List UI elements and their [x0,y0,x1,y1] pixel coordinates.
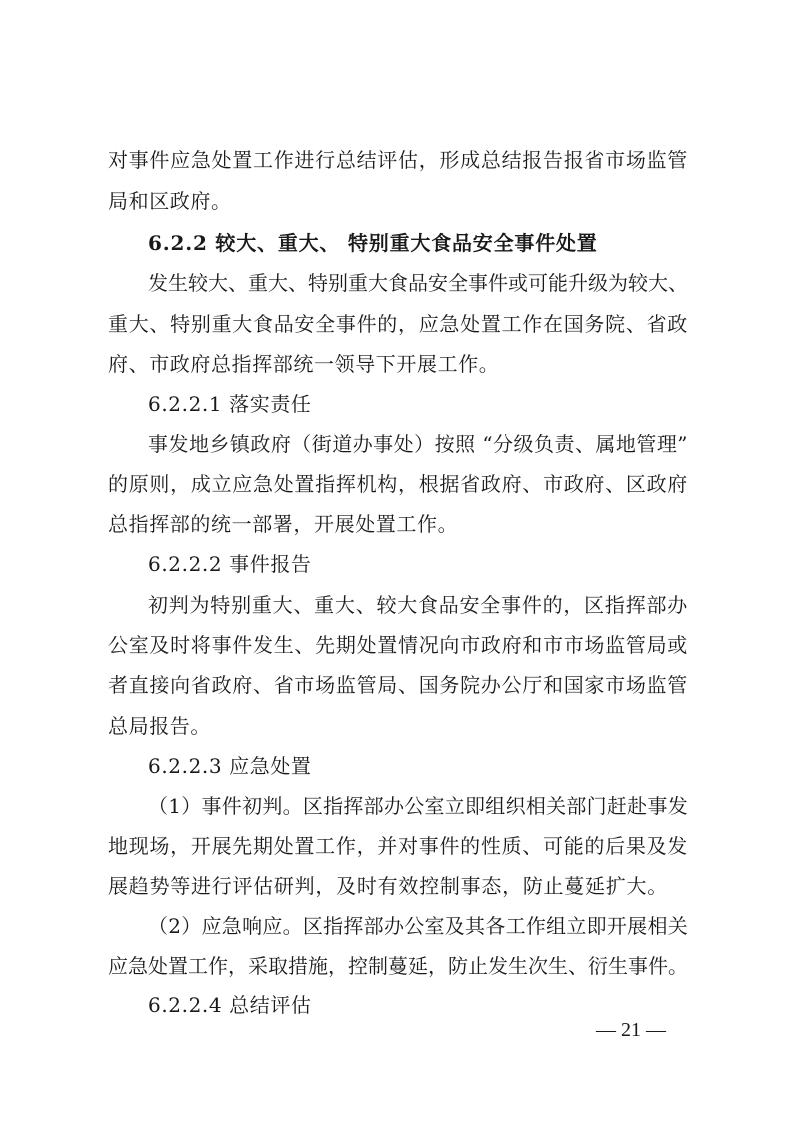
subsection-heading-6-2-2-1: 6.2.2.1 落实责任 [148,392,312,416]
body-text-line: 总局报告。 [108,714,211,738]
body-text-line: 重大、特别重大食品安全事件的，应急处置工作在国务院、省政 [108,312,688,336]
body-text-line: 的原则，成立应急处置指挥机构，根据省政府、市政府、区政府 [108,472,688,496]
body-text-line: 应急处置工作，采取措施，控制蔓延，防止发生次生、衍生事件。 [108,954,688,978]
body-text-line: 对事件应急处置工作进行总结评估，形成总结报告报省市场监管 [108,148,688,172]
body-text-line: （2）应急响应。区指挥部办公室及其各工作组立即开展相关 [148,914,688,938]
body-text-line: 发生较大、重大、特别重大食品安全事件或可能升级为较大、 [148,271,688,295]
body-text-line: 总指挥部的统一部署，开展处置工作。 [108,512,459,536]
body-text-line: 地现场，开展先期处置工作，并对事件的性质、可能的后果及发 [108,834,688,858]
body-text-line: 展趋势等进行评估研判，及时有效控制事态，防止蔓延扩大。 [108,874,668,898]
body-text-line: 公室及时将事件发生、先期处置情况向市政府和市市场监管局或 [108,633,688,657]
body-text-line: 者直接向省政府、省市场监管局、国务院办公厅和国家市场监管 [108,673,688,697]
section-heading-6-2-2: 6.2.2 较大、重大、 特别重大食品安全事件处置 [148,231,598,255]
body-text-line: 初判为特别重大、重大、较大食品安全事件的，区指挥部办 [148,593,688,617]
body-text-line: 局和区政府。 [108,189,232,213]
subsection-heading-6-2-2-2: 6.2.2.2 事件报告 [148,552,312,576]
body-text-line: （1）事件初判。区指挥部办公室立即组织相关部门赶赴事发 [148,794,688,818]
body-text-line: 府、市政府总指挥部统一领导下开展工作。 [108,352,500,376]
body-text-line: 事发地乡镇政府（街道办事处）按照 “分级负责、属地管理” [148,432,688,456]
page-number: — 21 — [596,1019,666,1041]
subsection-heading-6-2-2-3: 6.2.2.3 应急处置 [148,754,312,778]
subsection-heading-6-2-2-4: 6.2.2.4 总结评估 [148,993,312,1017]
